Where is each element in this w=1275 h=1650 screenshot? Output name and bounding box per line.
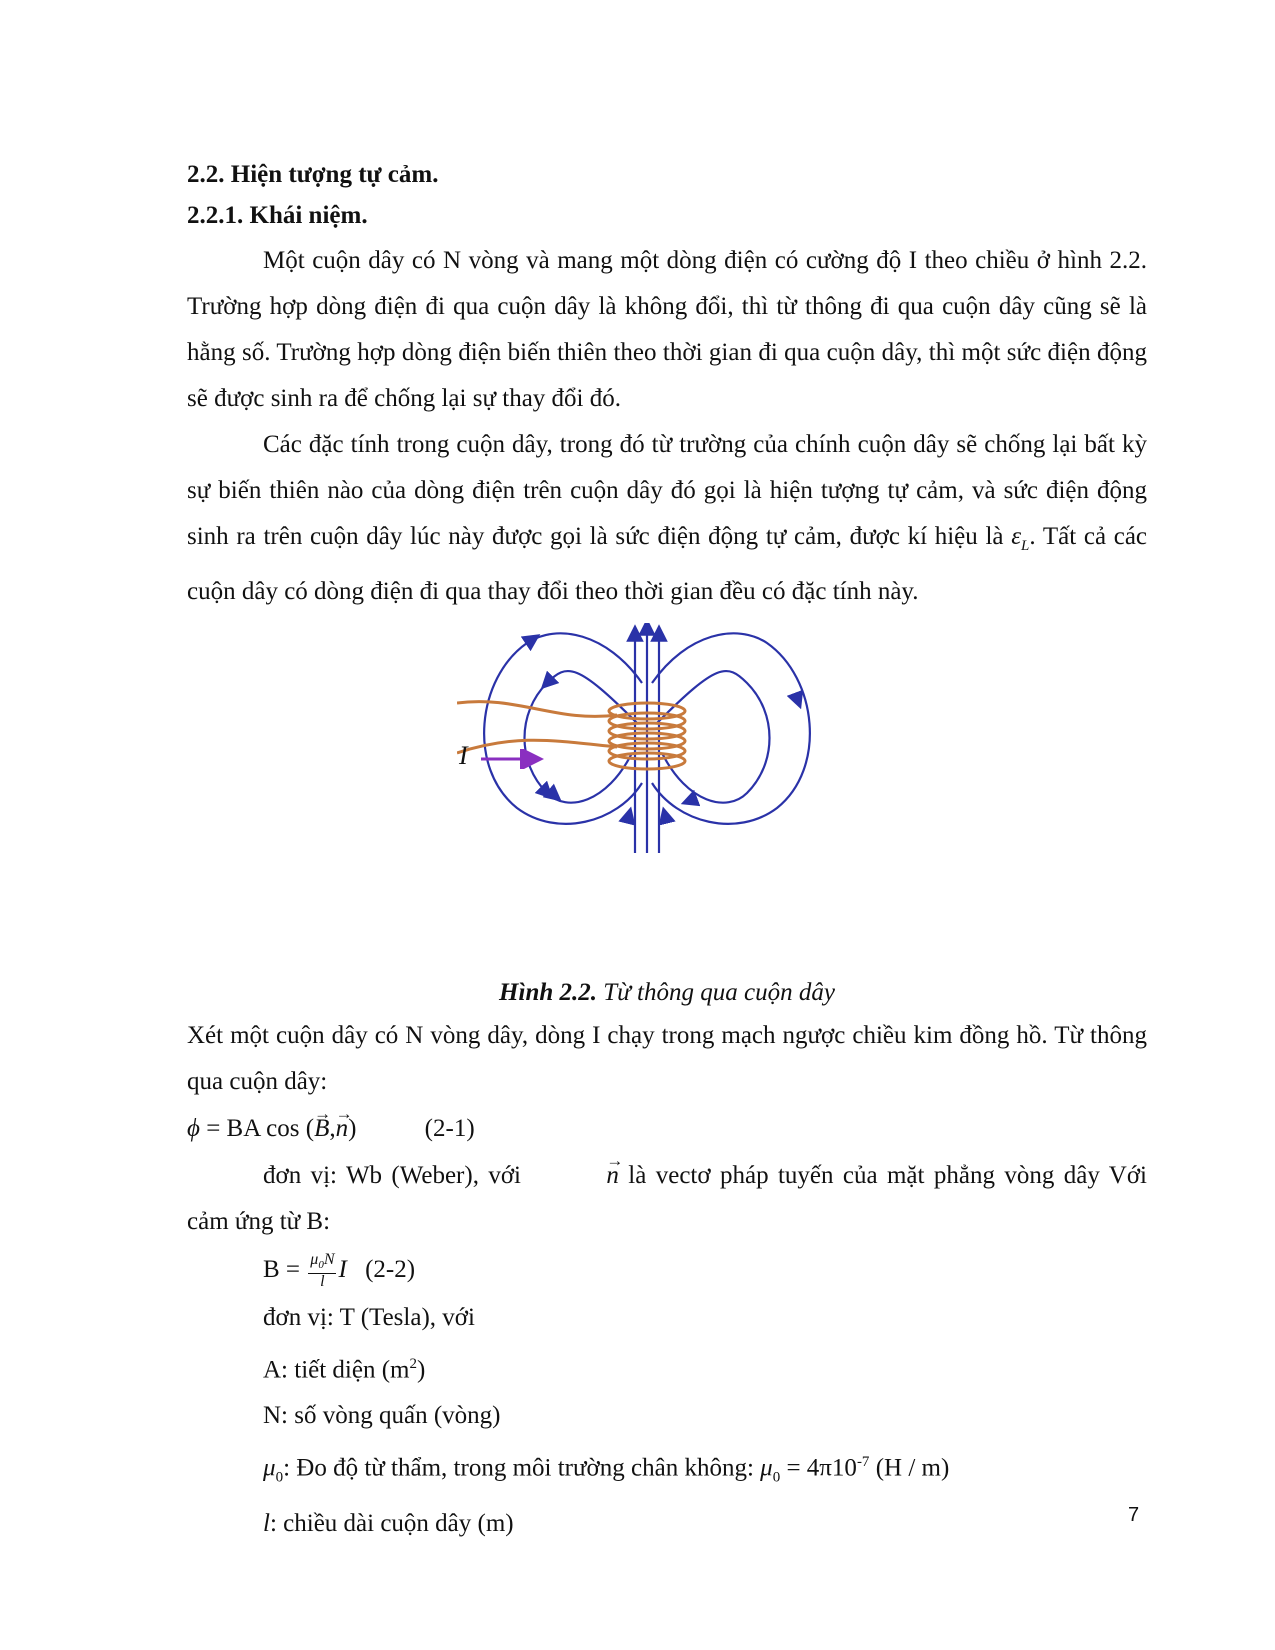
paragraph-self-induction-text: Các đặc tính trong cuộn dây, trong đó từ trường của chính cuộn dây sẽ chống lại bất kỳ sự biến thiên nào của dòng điện trên cuộn dây đó gọi là hiện tượng tự cảm, và sức điện động sinh ra trên cuộn dây lúc này được gọi là sức điện động tự cảm, được kí hiệu là xyxy=(187,431,1147,550)
solenoid-figure xyxy=(187,623,1147,943)
paragraph-self-induction xyxy=(187,422,1147,615)
page-content xyxy=(187,154,1147,1547)
emf-symbol: $\varepsilon_L$ xyxy=(1011,523,1030,554)
field-lines-left xyxy=(484,633,642,823)
solenoid-field-diagram xyxy=(457,623,837,853)
figure-caption xyxy=(187,973,1147,1013)
definition-A: A: tiết diện $(m^2)$ xyxy=(263,1356,426,1384)
definition-mu0: $\mu_0$: Đo độ từ thẩm, trong môi trường chân không: $\mu_0 = 4\pi 10^{-7}$ (H / m) xyxy=(263,1454,950,1486)
figure-caption-text: Từ thông qua cuộn dây xyxy=(597,979,835,1006)
equation-2-1-tag: (2-1) xyxy=(424,1115,475,1142)
paragraph-self-induction-tail: . Tất cả các cuộn dây có dòng điện đi qua thay đổi theo thời gian đều có đặc tính này. xyxy=(187,523,1148,605)
equation-2-1: ϕ = BA cos (→ B,→ n) (2-1) xyxy=(187,1105,1147,1153)
page-number: 7 xyxy=(1128,1504,1140,1526)
equation-2-2: B = $\frac{\mu_0N}{l}$ I (2-2) xyxy=(263,1251,416,1291)
subsection-heading: 2.2.1. Khái niệm. xyxy=(187,202,368,229)
paragraph-unit-weber: đơn vị: Wb (Weber), với → n là vectơ pháp tuyến của mặt phẳng vòng dây Với cảm ứng từ B: xyxy=(187,1153,1147,1245)
vector-B: → B xyxy=(314,1105,329,1153)
figure-caption-label: Hình 2.2. xyxy=(499,979,597,1006)
vector-n: → n xyxy=(336,1105,349,1153)
paragraph-flux-intro: Xét một cuộn dây có N vòng dây, dòng I chạy trong mạch ngược chiều kim đồng hồ. Từ thông qua cuộn dây: xyxy=(187,1022,1147,1095)
paragraph-concept: Một cuộn dây có N vòng và mang một dòng điện có cường độ I theo chiều ở hình 2.2. Trường hợp dòng điện đi qua cuộn dây là không đổi, thì từ thông đi qua cuộn dây cũng sẽ là hằng số. Trường hợp dòng điện biến thiên theo thời gian đi qua cuộn dây, thì một sức điện động sẽ được sinh ra để chống lại sự thay đổi đó. xyxy=(187,247,1147,412)
normal-vector-n: → n xyxy=(530,1153,619,1199)
definition-l: l: chiều dài cuộn dây (m) xyxy=(263,1509,514,1537)
current-direction-arrow xyxy=(479,749,549,769)
section-heading: 2.2. Hiện tượng tự cảm. xyxy=(187,161,439,188)
coil-lead-wires xyxy=(457,702,617,753)
definition-N: N: số vòng quấn (vòng) xyxy=(263,1402,501,1430)
equation-2-2-tag: (2-2) xyxy=(365,1256,416,1283)
unit-tesla: đơn vị: T (Tesla), với xyxy=(263,1304,475,1331)
field-lines-right xyxy=(652,633,810,823)
current-label: I xyxy=(459,741,468,770)
fraction-mu0N-over-l: $\frac{\mu_0N}{l}$ xyxy=(310,1251,335,1291)
